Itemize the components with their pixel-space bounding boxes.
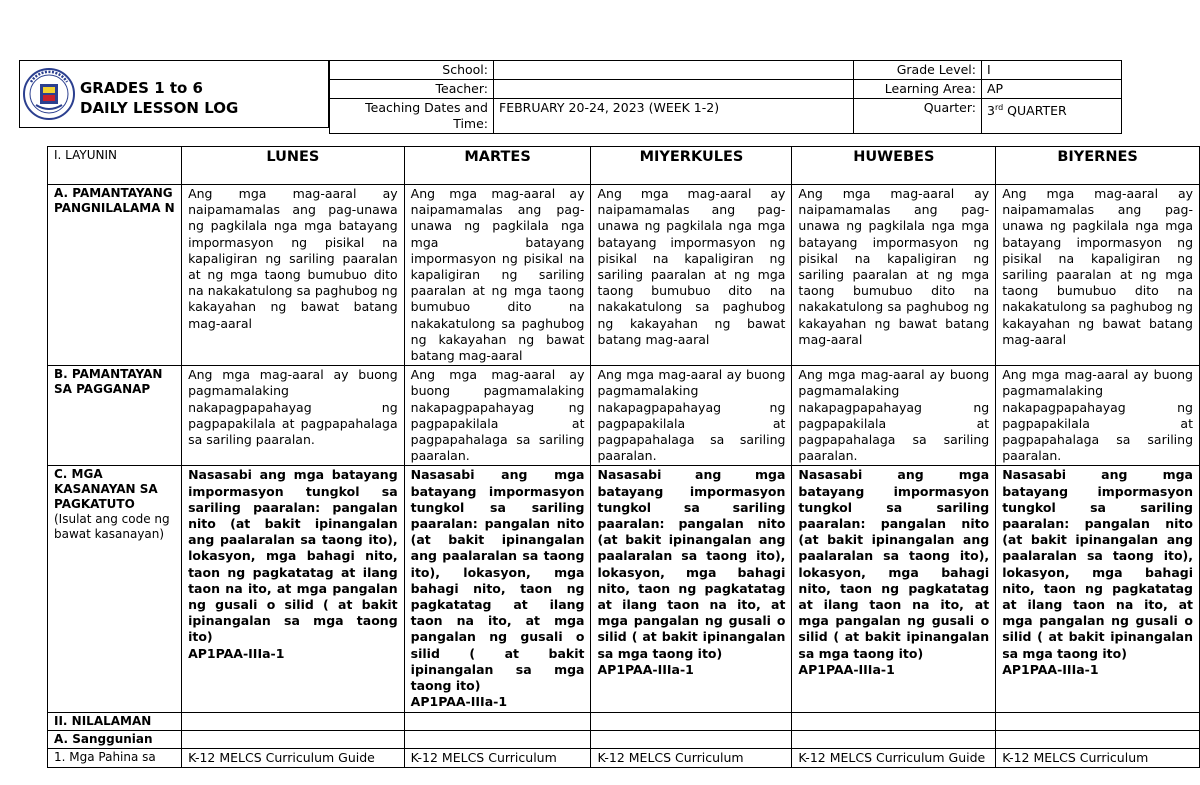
competency-text: Nasasabi ang mga batayang impormasyon tungkol sa sariling paaralan: pangalan nito (at bakit ipinangalan ang paalaralan sa taong ito), lokasyon, mga bahagi nito, taon ng pagkatatag at ilang taon na ito, at mga pangalan ng gusali o silid ( at bakit ipinangalan sa mga taong ito) (410, 467, 585, 694)
day-header-miyerkules: MIYERKULES (591, 147, 792, 185)
sanggunian-lunes (182, 730, 405, 748)
info-table (329, 60, 1122, 134)
pahina-huwebes: K-12 MELCS Curriculum Guide (792, 748, 996, 767)
learning-competency-biyernes (996, 466, 1200, 712)
grade-level-value: I (982, 61, 1122, 80)
teaching-dates-value: FEBRUARY 20-24, 2023 (WEEK 1-2) (494, 99, 854, 134)
nilalaman-martes (404, 712, 591, 730)
competency-text: Nasasabi ang mga batayang impormasyon tungkol sa sariling paaralan: pangalan nito (at bakit ipinangalan ang paalaralan sa taong ito), lokasyon, mga bahagi nito, taon ng pagkatatag at ilang taon na ito, at mga pangalan ng gusali o silid ( at bakit ipinangalan sa mga taong ito) (597, 467, 786, 661)
content-standard-biyernes: Ang mga mag-aaral ay naipamamalas ang pag-unawa ng pagkilala nga mga batayang impormasyon ng pisikal na kapaligiran ng sariling paaralan at ng mga taong bumubuo dito na nakakatulong sa paghubog ng kakayahan ng bawat batang mag-aaral (996, 185, 1200, 366)
row-label-mga-pahina: 1. Mga Pahina sa (48, 748, 182, 767)
row-label-pamantayang-pangnilalaman: A. PAMANTAYANG PANGNILALAMA N (48, 185, 182, 366)
sanggunian-miyerkules (591, 730, 792, 748)
learning-competency-lunes (182, 466, 405, 712)
performance-standard-biyernes: Ang mga mag-aaral ay buong pagmamalaking nakapagpapahayag ng pagpapakilala at pagpapahalaga sa sariling paaralan. (996, 366, 1200, 466)
sanggunian-martes (404, 730, 591, 748)
teaching-dates-label-line1: Teaching Dates and (365, 100, 488, 115)
learning-competency-huwebes (792, 466, 996, 712)
day-header-lunes: LUNES (182, 147, 405, 185)
performance-standard-lunes: Ang mga mag-aaral ay buong pagmamalaking nakapagpapahayag ng pagpapakilala at pagpapahalaga sa sariling paaralan. (182, 366, 405, 466)
title-grades: GRADES 1 to 6 (80, 79, 203, 97)
teacher-label: Teacher: (330, 80, 494, 99)
performance-standard-martes: Ang mga mag-aaral ay buong pagmamalaking nakapagpapahayag ng pagpapakilala at pagpapahalaga sa sariling paaralan. (404, 366, 591, 466)
teaching-dates-label (330, 99, 494, 134)
school-value (494, 61, 854, 80)
day-header-martes: MARTES (404, 147, 591, 185)
competency-code: AP1PAA-IIIa-1 (1002, 661, 1099, 677)
quarter-number: 3 (987, 103, 995, 119)
content-standard-miyerkules: Ang mga mag-aaral ay naipamamalas ang pag-unawa ng pagkilala nga mga batayang impormasyon ng pisikal na kapaligiran ng sariling paaralan at ng mga taong bumubuo dito na nakakatulong sa paghubog ng kakayahan ng bawat batang mag-aaral (591, 185, 792, 366)
lesson-table (47, 146, 1200, 768)
quarter-word: QUARTER (1003, 103, 1067, 119)
title-daily-lesson-log: DAILY LESSON LOG (80, 99, 239, 117)
competency-code: AP1PAA-IIIa-1 (410, 694, 508, 710)
content-standard-martes: Ang mga mag-aaral ay naipamamalas ang pag-unawa ng pagkilala nga mga batayang impormasyon ng pisikal na kapaligiran ng sariling paaralan at ng mga taong bumubuo dito na nakakatulong sa paghubog ng kakayahan ng bawat batang mag-aaral (404, 185, 591, 366)
day-header-biyernes: BIYERNES (996, 147, 1200, 185)
performance-standard-miyerkules: Ang mga mag-aaral ay buong pagmamalaking nakapagpapahayag ng pagpapakilala at pagpapahalaga sa sariling paaralan. (591, 366, 792, 466)
teacher-value (494, 80, 854, 99)
sanggunian-biyernes (996, 730, 1200, 748)
competency-text: Nasasabi ang mga batayang impormasyon tungkol sa sariling paaralan: pangalan nito (at bakit ipinangalan ang paalaralan sa taong ito), lokasyon, mga bahagi nito, taon ng pagkatatag at ilang taon na ito, at mga pangalan ng gusali o silid ( at bakit ipinangalan sa mga taong ito) (188, 467, 398, 645)
competency-code: AP1PAA-IIIa-1 (798, 661, 895, 677)
learning-competency-martes (404, 466, 591, 712)
row-label-pamantayan-sa-pagganap: B. PAMANTAYAN SA PAGGANAP (48, 366, 182, 466)
grade-level-label: Grade Level: (854, 61, 982, 80)
quarter-label: Quarter: (854, 99, 982, 134)
school-label: School: (330, 61, 494, 80)
learning-area-value: AP (982, 80, 1122, 99)
row-label-nilalaman: II. NILALAMAN (48, 712, 182, 730)
day-header-huwebes: HUWEBES (792, 147, 996, 185)
quarter-value (982, 99, 1122, 134)
learning-area-label: Learning Area: (854, 80, 982, 99)
lesson-log-header (19, 60, 329, 128)
nilalaman-lunes (182, 712, 405, 730)
deped-seal-logo (22, 67, 76, 121)
nilalaman-miyerkules (591, 712, 792, 730)
nilalaman-biyernes (996, 712, 1200, 730)
content-standard-huwebes: Ang mga mag-aaral ay naipamamalas ang pag-unawa ng pagkilala nga mga batayang impormasyon ng pisikal na kapaligiran ng sariling paaralan at ng mga taong bumubuo dito na nakakatulong sa paghubog ng kakayahan ng bawat batang mag-aaral (792, 185, 996, 366)
kasanayan-sublabel: (Isulat ang code ng bawat kasanayan) (54, 512, 170, 542)
nilalaman-huwebes (792, 712, 996, 730)
row-label-sanggunian: A. Sanggunian (48, 730, 182, 748)
row-label-kasanayan-sa-pagkatuto (48, 466, 182, 712)
content-standard-lunes: Ang mga mag-aaral ay naipamamalas ang pag-unawa ng pagkilala nga mga batayang impormasyon ng pisikal na kapaligiran ng sariling paaralan at ng mga taong bumubuo dito na nakakatulong sa paghubog ng kakayahan ng bawat batang mag-aaral (182, 185, 405, 366)
pahina-biyernes: K-12 MELCS Curriculum (996, 748, 1200, 767)
learning-competency-miyerkules (591, 466, 792, 712)
pahina-lunes: K-12 MELCS Curriculum Guide (182, 748, 405, 767)
competency-code: AP1PAA-IIIa-1 (188, 645, 285, 661)
sanggunian-huwebes (792, 730, 996, 748)
competency-text: Nasasabi ang mga batayang impormasyon tungkol sa sariling paaralan: pangalan nito (at bakit ipinangalan ang paalaralan sa taong ito), lokasyon, mga bahagi nito, taon ng pagkatatag at ilang taon na ito, at mga pangalan ng gusali o silid ( at bakit ipinangalan sa mga taong ito) (798, 467, 990, 661)
performance-standard-huwebes: Ang mga mag-aaral ay buong pagmamalaking nakapagpapahayag ng pagpapakilala at pagpapahalaga sa sariling paaralan. (792, 366, 996, 466)
competency-code: AP1PAA-IIIa-1 (597, 661, 694, 677)
layunin-label: I. LAYUNIN (48, 147, 182, 185)
quarter-suffix: rd (994, 103, 1004, 112)
pahina-miyerkules: K-12 MELCS Curriculum (591, 748, 792, 767)
teaching-dates-label-line2: Time: (453, 116, 488, 131)
kasanayan-label: C. MGA KASANAYAN SA PAGKATUTO (54, 467, 158, 512)
competency-text: Nasasabi ang mga batayang impormasyon tungkol sa sariling paaralan: pangalan nito (at bakit ipinangalan ang paalaralan sa taong ito), lokasyon, mga bahagi nito, taon ng pagkatatag at ilang taon na ito, at mga pangalan ng gusali o silid ( at bakit ipinangalan sa mga taong ito) (1002, 467, 1193, 661)
pahina-martes: K-12 MELCS Curriculum (404, 748, 591, 767)
